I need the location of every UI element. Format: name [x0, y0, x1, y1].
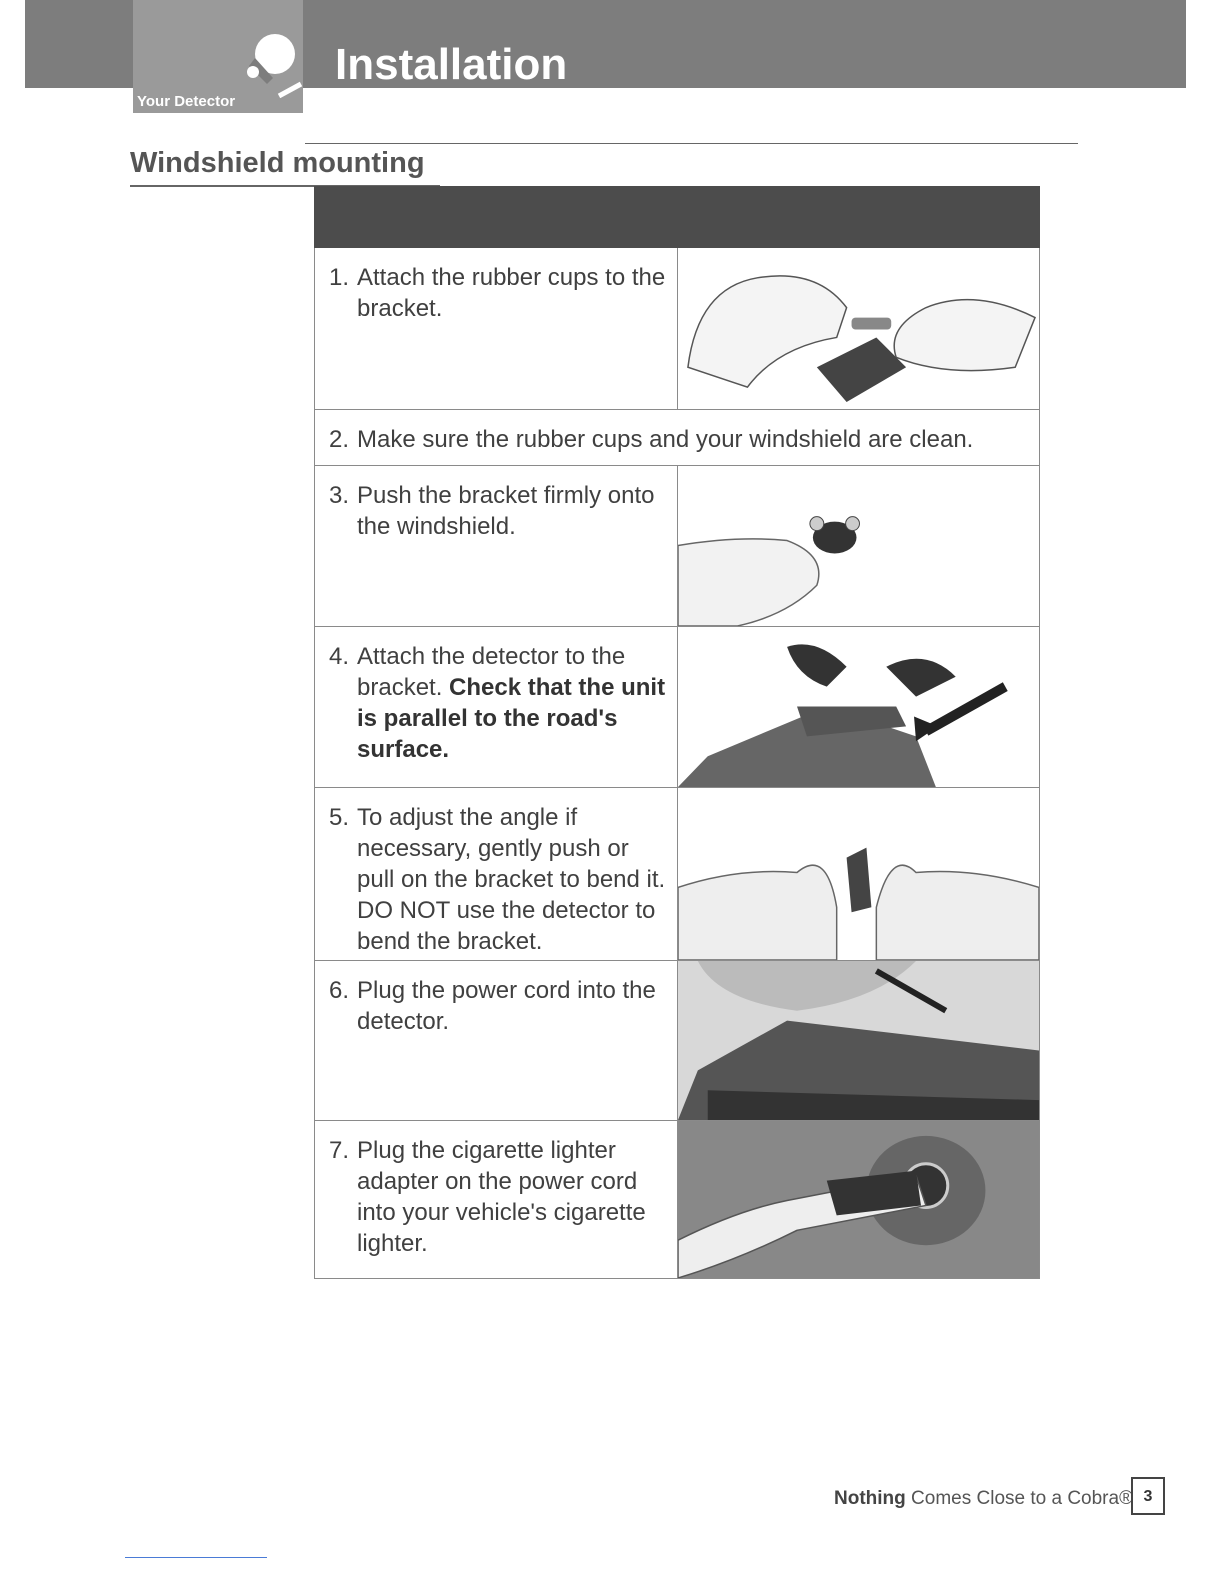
step-instruction: Attach the rubber cups to the bracket. — [357, 264, 666, 322]
step-text — [329, 424, 1029, 455]
step-row-4 — [314, 627, 1040, 788]
step-number: 6. — [329, 977, 350, 1004]
tab-label: Your Detector — [137, 93, 236, 110]
step-illustration — [677, 248, 1039, 409]
radar-detector-icon — [233, 28, 303, 98]
step-row-3 — [314, 466, 1040, 627]
section-heading: Windshield mounting — [130, 147, 425, 179]
divider — [305, 143, 1078, 144]
step-illustration — [677, 627, 1039, 787]
footer-tagline: Nothing Comes Close to a Cobra® — [834, 1488, 1134, 1509]
divider — [125, 1557, 267, 1558]
step-text — [329, 480, 669, 542]
step-instruction: Make sure the rubber cups and your windshield are clean. — [357, 426, 974, 453]
step-illustration — [677, 466, 1039, 626]
step-instruction: Plug the power cord into the detector. — [357, 977, 656, 1035]
steps-table — [314, 186, 1044, 1279]
step-text — [329, 802, 669, 957]
step-number: 7. — [329, 1137, 350, 1164]
step-instruction: Attach the detector to the bracket. Check that the unit is parallel to the road's surface. — [357, 643, 666, 763]
step-number: 5. — [329, 804, 350, 831]
plug-power-cord-illustration — [678, 961, 1039, 1120]
bend-bracket-illustration — [678, 788, 1039, 960]
step-row-1 — [314, 248, 1040, 410]
step-number: 2. — [329, 426, 350, 453]
step-instruction: Plug the cigarette lighter adapter on the power cord into your vehicle's cigarette lighter. — [357, 1137, 646, 1257]
hands-bracket-illustration — [678, 248, 1039, 409]
page-number: 3 — [1131, 1477, 1165, 1515]
section-tab — [133, 0, 303, 113]
step-illustration — [677, 788, 1039, 960]
step-number: 4. — [329, 643, 350, 670]
page-title: Installation — [335, 40, 568, 89]
cigarette-lighter-illustration — [678, 1121, 1039, 1278]
step-text — [329, 975, 669, 1037]
step-row-2 — [314, 410, 1040, 466]
step-illustration — [677, 961, 1039, 1120]
step-illustration — [677, 1121, 1039, 1278]
step-row-6 — [314, 961, 1040, 1121]
step-number: 1. — [329, 264, 350, 291]
step-row-7 — [314, 1121, 1040, 1279]
step-number: 3. — [329, 482, 350, 509]
step-instruction: To adjust the angle if necessary, gently push or pull on the bracket to bend it. DO NOT use the detector to bend the bracket. — [357, 804, 666, 955]
table-header — [314, 186, 1040, 248]
step-text — [329, 641, 669, 765]
attach-detector-illustration — [678, 627, 1039, 787]
step-text — [329, 262, 669, 324]
push-bracket-illustration — [678, 466, 1039, 626]
step-instruction: Push the bracket firmly onto the windshield. — [357, 482, 655, 540]
step-row-5 — [314, 788, 1040, 961]
step-text — [329, 1135, 669, 1259]
